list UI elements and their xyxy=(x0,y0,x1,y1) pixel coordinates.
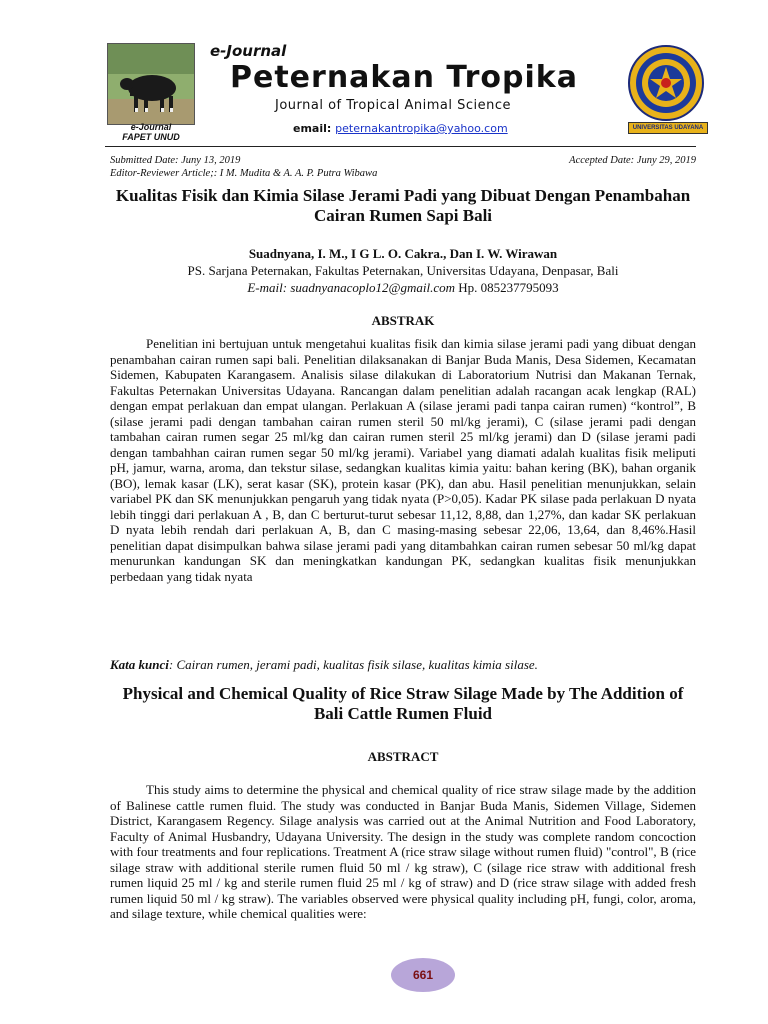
cow-caption-line1: e-Journal xyxy=(130,122,172,132)
abstract-heading: ABSTRACT xyxy=(367,749,439,764)
cow-logo-image xyxy=(107,43,195,125)
journal-email-link[interactable]: peternakantropika@yahoo.com xyxy=(335,122,508,135)
journal-email-line xyxy=(293,122,508,135)
university-seal-icon xyxy=(628,45,704,121)
journal-email-label: email: xyxy=(293,122,332,135)
cow-logo-caption xyxy=(107,122,195,142)
contact-email: : suadnyanacoplo12@gmail.com xyxy=(282,280,456,295)
abstrak-body xyxy=(110,336,696,584)
abstrak-paragraph: Penelitian ini bertujuan untuk mengetahui kualitas fisik dan kimia silase jerami padi yang dibuat dengan penambahan cairan rumen sapi bali. Penelitian dilaksanakan di Banjar Buda Manis, Desa Sidemen, Kecamatan Sidemen, Kabupaten Karangasem. Analisis silase dilakukan di Laboratorium Nutrisi dan Makanan Ternak, Fakultas Peternakan Universitas Udayana. Rancangan dalam penelitian adalah racangan acak lengkap (RAL) dengan empat perlakuan dan empat ulangan. Perlakuan A (silase jerami padi tanpa cairan rumen) “kontrol”, B (silase jerami padi dengan tambahan cairan rumen steril 50 ml/kg jerami), C (silase jerami padi dengan tambahan cairan rumen segar 25 ml/kg dan cairan rumen steril 25 ml/kg jerami) dan D (silase jerami padi dengan tambahhan cairan rumen segar 50 ml/kg jerami). Variabel yang diamati adalah kualitas fisik meliputi pH, jamur, warna, aroma, dan tekstur silase, sedangkan kualitas kimia yaitu: bahan kering (BK), bahan organik (BO), lemak kasar (LK), serat kasar (SK), protein kasar (PK), dan abu. Hasil penelitian menunjukkan, selain variabel PK dan SK menunjukkan pengaruh yang tidak nyata (P>0,05). Kadar PK silase pada perlakuan D nyata lebih tinggi dari perlakuan A , B, dan C berturut-turut sebesar 11,12, 8,88, dan 1,27%, dan kadar SK perlakuan D nyata lebih rendah dari perlakuan A, B, dan C masing-masing sebesar 22,06, 13,64, dan 8,46%.Hasil penelitian dapat disimpulkan bahwa silase jerami padi yang ditambahkan cairan rumen sebesar 50 ml/kg dapat menurunkan kandungan SK dan meningkatkan kandungan PK, sedangkan kualitas fisik menunjukkan perbedaan yang tidak nyata xyxy=(110,336,696,584)
paper-title-id: Kualitas Fisik dan Kimia Silase Jerami Padi yang Dibuat Dengan Penambahan Cairan Rumen Sapi Bali xyxy=(115,186,691,225)
keywords-label: Kata kunci xyxy=(110,657,169,672)
keywords-value: : Cairan rumen, jerami padi, kualitas fisik silase, kualitas kimia silase. xyxy=(168,657,538,672)
journal-header xyxy=(100,40,704,142)
submitted-date: Submitted Date: Juny 13, 2019 xyxy=(110,155,241,166)
submission-dates xyxy=(110,155,696,166)
journal-subtitle: Journal of Tropical Animal Science xyxy=(275,98,512,113)
page-number-badge xyxy=(391,958,455,992)
keywords xyxy=(110,657,696,673)
abstract-paragraph: This study aims to determine the physical and chemical quality of rice straw silage made by the addition of Balinese cattle rumen fluid. The study was conducted in Banjar Buda Manis, Sidemen Village, Sidemen District, Karangasem Regency. Silage analysis was carried out at the Animal Nutrition and Food Laboratory, Faculty of Animal Husbandry, Udayana University. The design in the study was complete random concoction with four treatments and four replications. Treatment A (rice straw silage without rumen fluid) "control", B (rice silage straw with additional sterile rumen fluid 50 ml / kg straw), C (silage rice straw with additional fresh rumen liquid 25 ml / kg and sterile rumen fluid 25 ml / kg of straw) and D (rice straw silage with added fresh rumen liquid 50 ml / kg straw). The variables observed were physical quality including pH, fungi, color, aroma, and silage texture, while chemical qualities were: xyxy=(110,782,696,921)
cow-caption-line2: FAPET UNUD xyxy=(122,132,180,142)
contact-line xyxy=(110,280,696,296)
abstract-body xyxy=(110,782,696,922)
university-label: UNIVERSITAS UDAYANA xyxy=(628,122,708,134)
contact-phone: Hp. 085237795093 xyxy=(455,280,559,295)
journal-prefix: e-Journal xyxy=(210,42,287,60)
journal-title: Peternakan Tropika xyxy=(230,60,578,95)
affiliation: PS. Sarjana Peternakan, Fakultas Peternakan, Universitas Udayana, Denpasar, Bali xyxy=(187,263,619,278)
contact-email-label: E-mail xyxy=(247,280,283,295)
header-divider xyxy=(105,146,696,147)
paper-title-en: Physical and Chemical Quality of Rice Straw Silage Made by The Addition of Bali Cattle Rumen Fluid xyxy=(122,684,684,723)
editor-reviewer: Editor-Reviewer Article;: I M. Mudita & A. A. P. Putra Wibawa xyxy=(110,168,378,179)
page-number: 661 xyxy=(412,968,434,982)
abstrak-heading: ABSTRAK xyxy=(371,313,435,328)
accepted-date: Accepted Date: Juny 29, 2019 xyxy=(569,155,696,166)
authors: Suadnyana, I. M., I G L. O. Cakra., Dan I. W. Wirawan xyxy=(248,246,558,261)
